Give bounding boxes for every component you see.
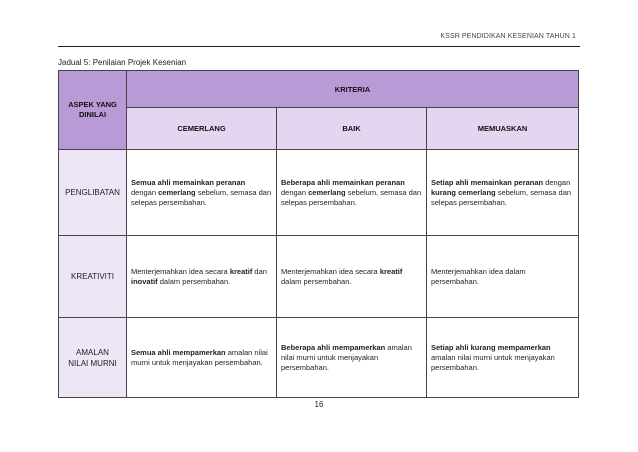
emphasized-text: Setiap ahli memainkan peranan [431,177,544,187]
criteria-cell [427,150,579,236]
aspek-cell-amalan-nilai-murni: AMALAN NILAI MURNI [59,318,127,398]
criteria-text: amalan nilai murni untuk menjayakan persembahan. [431,352,555,372]
emphasized-text: inovatif [131,276,158,286]
emphasized-text: cemerlang [308,187,346,197]
criteria-text: amalan nilai murni untuk menjayakan persembahan. [281,342,412,372]
aspek-header: ASPEK YANG DINILAI [59,71,127,150]
criteria-text: dengan [131,187,159,197]
criteria-text: dalam persembahan. [281,276,352,286]
criteria-cell [277,150,427,236]
criteria-cell [427,236,579,318]
emphasized-text: kreatif [229,266,253,276]
criteria-text: dengan [543,177,571,187]
criteria-text: dan [252,266,267,276]
emphasized-text: cemerlang [158,187,196,197]
criteria-text: amalan nilai murni untuk menjayakan persembahan. [131,347,268,367]
criteria-cell [277,236,427,318]
criteria-cell [127,318,277,398]
emphasized-text: kreatif [379,266,403,276]
aspek-cell-kreativiti: KREATIVITI [59,236,127,318]
level-header-memuaskan: MEMUASKAN [427,108,579,150]
emphasized-text: Semua ahli memainkan peranan [131,177,246,187]
emphasized-text: Semua ahli mempamerkan [131,347,226,357]
criteria-cell [277,318,427,398]
criteria-text: Menterjemahkan idea secara [281,266,380,276]
kriteria-header: KRITERIA [127,71,579,108]
table-row [59,150,579,236]
assessment-rubric-table [58,70,579,398]
emphasized-text: Beberapa ahli memainkan peranan [281,177,405,187]
criteria-cell [427,318,579,398]
header-divider [58,46,580,47]
page-number: 16 [314,400,324,409]
criteria-text: dengan [281,187,309,197]
table-row [59,236,579,318]
document-header-title: KSSR PENDIDIKAN KESENIAN TAHUN 1 [440,33,576,40]
criteria-cell [127,236,277,318]
level-header-baik: BAIK [277,108,427,150]
level-header-cemerlang: CEMERLANG [127,108,277,150]
criteria-text: sebelum, semasa dan selepas persembahan. [281,187,422,207]
criteria-text: Menterjemahkan idea secara [131,266,230,276]
aspek-cell-penglibatan: PENGLIBATAN [59,150,127,236]
table-caption: Jadual 5: Penilaian Projek Kesenian [58,58,187,67]
table-row [59,318,579,398]
emphasized-text: Setiap ahli kurang mempamerkan [431,342,551,352]
criteria-text: sebelum, semasa dan selepas persembahan. [431,187,572,207]
criteria-cell [127,150,277,236]
emphasized-text: kurang cemerlang [431,187,496,197]
criteria-text: dalam persembahan. [157,276,231,286]
criteria-text: sebelum, semasa dan selepas persembahan. [131,187,272,207]
emphasized-text: Beberapa ahli mempamerkan [281,342,386,352]
criteria-text: Menterjemahkan idea dalam persembahan. [431,266,526,286]
